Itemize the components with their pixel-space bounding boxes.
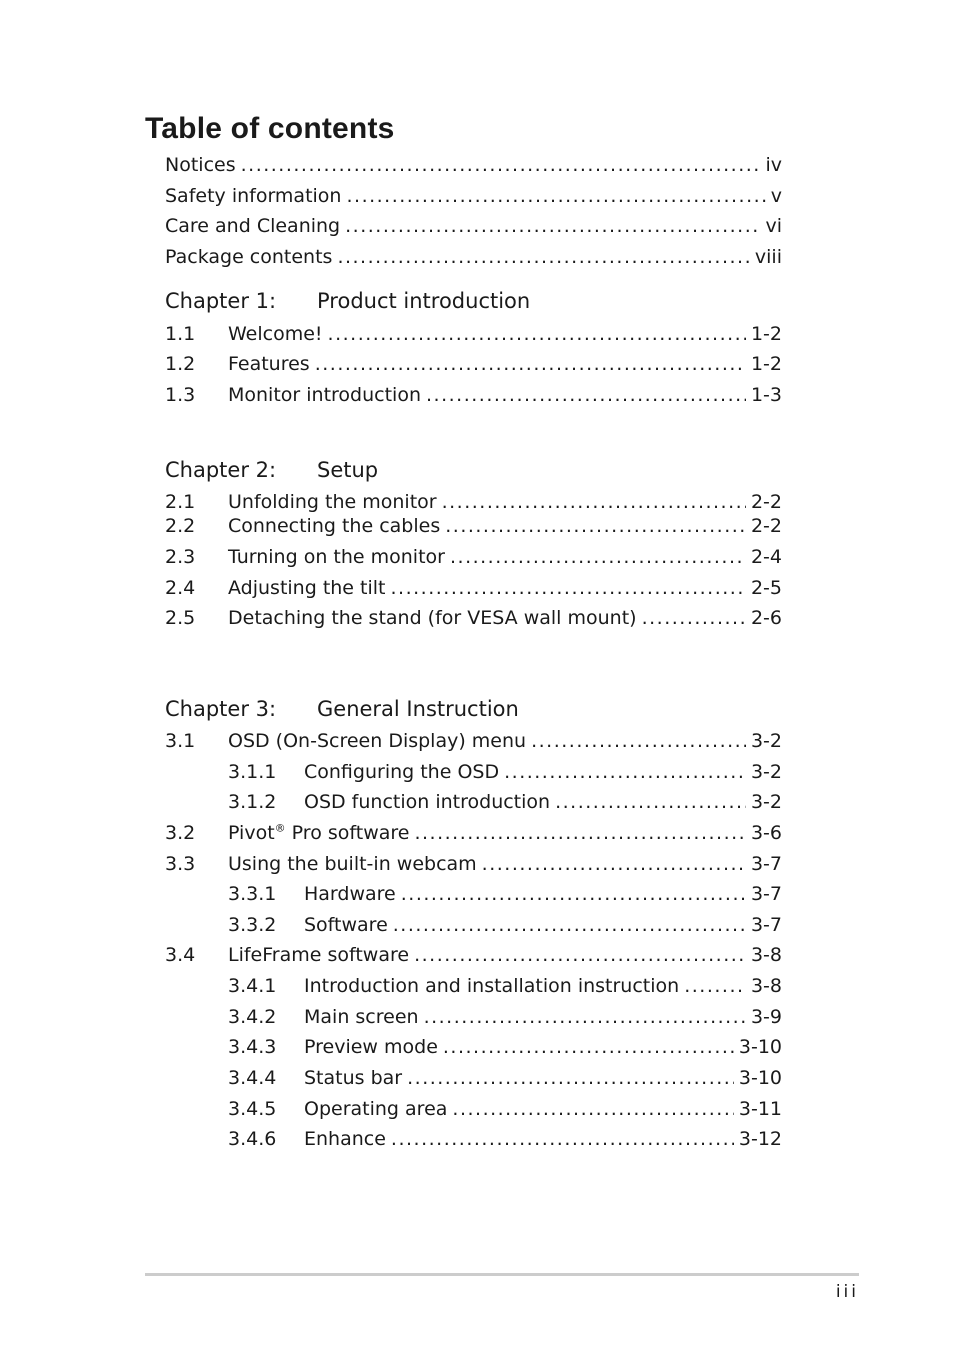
chapter-label: Chapter 2: — [165, 458, 277, 482]
toc-leader — [443, 1034, 734, 1060]
toc-entry-3-4-2[interactable] — [165, 1004, 782, 1030]
toc-entry-1-1[interactable] — [165, 321, 782, 347]
toc-entry-label: Package contents — [165, 246, 333, 268]
toc-entry-3-4-5[interactable] — [165, 1096, 782, 1122]
toc-page-number: 3-8 — [750, 944, 782, 966]
toc-page-number: 3-2 — [750, 791, 782, 813]
toc-section-number: 3.1.2 — [228, 791, 277, 813]
toc-entry-label: Features — [228, 353, 310, 375]
toc-leader — [315, 351, 746, 377]
toc-entry-2-3[interactable] — [165, 544, 782, 570]
toc-entry-label: Safety information — [165, 185, 342, 207]
toc-section-number: 3.3.1 — [228, 883, 277, 905]
toc-page-number: 3-2 — [750, 761, 782, 783]
toc-entry-label-main: Pivot — [228, 822, 275, 844]
toc-section-number: 2.5 — [165, 607, 196, 629]
toc-page-number: 2-5 — [750, 577, 782, 599]
toc-entry-label: Notices — [165, 154, 236, 176]
chapter-3-heading[interactable] — [165, 694, 519, 724]
toc-entry-3-4-6[interactable] — [165, 1126, 782, 1152]
toc-entry-1-3[interactable] — [165, 382, 782, 408]
toc-entry-label: Adjusting the tilt — [228, 577, 386, 599]
toc-entry-label-rest: Pro software — [285, 822, 410, 844]
toc-page-number: 2-4 — [750, 546, 782, 568]
toc-leader — [414, 942, 746, 968]
toc-page-number: viii — [754, 246, 782, 268]
toc-leader — [391, 1126, 734, 1152]
toc-page-number: 3-7 — [750, 914, 782, 936]
toc-page-number: 3-11 — [738, 1098, 782, 1120]
toc-entry-label — [228, 820, 409, 846]
toc-entry-label: Detaching the stand (for VESA wall mount) — [228, 607, 637, 629]
chapter-title: General Instruction — [317, 697, 519, 721]
toc-page-number: 1-2 — [750, 323, 782, 345]
toc-section-number: 3.4.3 — [228, 1036, 277, 1058]
toc-section-number: 3.2 — [165, 822, 196, 844]
chapter-1-heading[interactable] — [165, 286, 530, 316]
toc-page-number: 2-2 — [750, 515, 782, 537]
toc-leader — [450, 544, 746, 570]
toc-entry-3-4-1[interactable] — [165, 973, 782, 999]
toc-page-number: 1-2 — [750, 353, 782, 375]
toc-entry-care-and-cleaning[interactable] — [165, 213, 782, 239]
toc-section-number: 3.3 — [165, 853, 196, 875]
toc-leader — [414, 820, 745, 846]
toc-page-number: 3-9 — [750, 1006, 782, 1028]
toc-entry-label: Operating area — [304, 1098, 448, 1120]
toc-entry-label: Using the built-in webcam — [228, 853, 477, 875]
toc-page-number: 2-2 — [750, 491, 782, 513]
toc-page-number: 3-2 — [750, 730, 782, 752]
toc-leader — [426, 382, 746, 408]
toc-entry-label: Preview mode — [304, 1036, 438, 1058]
toc-entry-3-2[interactable] — [165, 820, 782, 846]
page-title: Table of contents — [145, 112, 395, 145]
toc-entry-label: Unfolding the monitor — [228, 491, 437, 513]
toc-entry-notices[interactable] — [165, 152, 782, 178]
toc-entry-2-5[interactable] — [165, 605, 782, 631]
toc-entry-package-contents[interactable] — [165, 244, 782, 270]
toc-page-number: 1-3 — [750, 384, 782, 406]
toc-page-number: 3-10 — [738, 1036, 782, 1058]
toc-leader — [407, 1065, 734, 1091]
toc-leader — [445, 513, 746, 539]
toc-leader — [346, 183, 765, 209]
toc-entry-3-1-1[interactable] — [165, 759, 782, 785]
toc-leader — [401, 881, 746, 907]
toc-entry-label: Enhance — [304, 1128, 386, 1150]
toc-section-number: 1.3 — [165, 384, 196, 406]
toc-section-number: 2.1 — [165, 491, 196, 513]
toc-leader — [555, 789, 746, 815]
toc-section-number: 3.1.1 — [228, 761, 277, 783]
toc-leader — [424, 1004, 746, 1030]
toc-section-number: 3.4.2 — [228, 1006, 277, 1028]
toc-entry-3-4-3[interactable] — [165, 1034, 782, 1060]
toc-leader — [328, 321, 746, 347]
chapter-label: Chapter 1: — [165, 289, 277, 313]
toc-page-number: 3-10 — [738, 1067, 782, 1089]
toc-section-number: 2.3 — [165, 546, 196, 568]
toc-section-number: 2.2 — [165, 515, 196, 537]
toc-page-number: vi — [765, 215, 782, 237]
toc-entry-safety-information[interactable] — [165, 183, 782, 209]
toc-leader — [337, 244, 749, 270]
toc-leader — [452, 1096, 733, 1122]
toc-section-number: 2.4 — [165, 577, 196, 599]
toc-entry-label: Welcome! — [228, 323, 323, 345]
chapter-title: Setup — [317, 458, 379, 482]
footer-divider — [145, 1273, 859, 1276]
toc-leader — [442, 489, 746, 515]
toc-section-number: 3.3.2 — [228, 914, 277, 936]
toc-entry-3-3[interactable] — [165, 851, 782, 877]
toc-entry-label: OSD (On-Screen Display) menu — [228, 730, 527, 752]
toc-leader — [345, 213, 760, 239]
toc-section-number: 3.4.6 — [228, 1128, 277, 1150]
toc-entry-2-1[interactable] — [165, 489, 782, 515]
toc-page-number: 3-7 — [750, 883, 782, 905]
toc-page-number: 3-6 — [750, 822, 782, 844]
toc-entry-label: LifeFrame software — [228, 944, 410, 966]
toc-leader — [642, 605, 746, 631]
toc-entry-3-1[interactable] — [165, 728, 782, 754]
toc-leader — [391, 575, 746, 601]
toc-entry-3-3-1[interactable] — [165, 881, 782, 907]
chapter-label: Chapter 3: — [165, 697, 277, 721]
toc-entry-label: Introduction and installation instruction — [304, 975, 680, 997]
toc-entry-3-4[interactable] — [165, 942, 782, 968]
toc-entry-1-2[interactable] — [165, 351, 782, 377]
toc-entry-label: Connecting the cables — [228, 515, 441, 537]
toc-page-number: 2-6 — [750, 607, 782, 629]
toc-entry-label: OSD function introduction — [304, 791, 551, 813]
registered-mark: ® — [274, 821, 286, 835]
toc-entry-label: Hardware — [304, 883, 396, 905]
toc-section-number: 1.1 — [165, 323, 196, 345]
toc-leader — [531, 728, 746, 754]
toc-entry-label: Monitor introduction — [228, 384, 421, 406]
toc-section-number: 1.2 — [165, 353, 196, 375]
toc-entry-label: Software — [304, 914, 388, 936]
chapter-title: Product introduction — [317, 289, 531, 313]
toc-entry-label: Status bar — [304, 1067, 403, 1089]
toc-entry-3-4-4[interactable] — [165, 1065, 782, 1091]
toc-entry-2-2[interactable] — [165, 513, 782, 539]
toc-leader — [482, 851, 746, 877]
toc-page-number: 3-8 — [750, 975, 782, 997]
toc-section-number: 3.4.4 — [228, 1067, 277, 1089]
toc-entry-label: Care and Cleaning — [165, 215, 341, 237]
toc-section-number: 3.4 — [165, 944, 196, 966]
toc-page-number: 3-12 — [738, 1128, 782, 1150]
toc-entry-2-4[interactable] — [165, 575, 782, 601]
chapter-2-heading[interactable] — [165, 455, 378, 485]
toc-entry-3-3-2[interactable] — [165, 912, 782, 938]
toc-section-number: 3.4.1 — [228, 975, 277, 997]
toc-section-number: 3.1 — [165, 730, 196, 752]
toc-leader — [504, 759, 746, 785]
toc-entry-label: Main screen — [304, 1006, 419, 1028]
footer-page-number: iii — [835, 1282, 859, 1302]
toc-leader — [393, 912, 746, 938]
toc-page-number: v — [770, 185, 782, 207]
toc-entry-label: Turning on the monitor — [228, 546, 445, 568]
toc-page-number: 3-7 — [750, 853, 782, 875]
toc-entry-3-1-2[interactable] — [165, 789, 782, 815]
toc-entry-label: Configuring the OSD — [304, 761, 500, 783]
toc-section-number: 3.4.5 — [228, 1098, 277, 1120]
toc-leader — [684, 973, 746, 999]
toc-page-number: iv — [765, 154, 782, 176]
toc-leader — [241, 152, 761, 178]
